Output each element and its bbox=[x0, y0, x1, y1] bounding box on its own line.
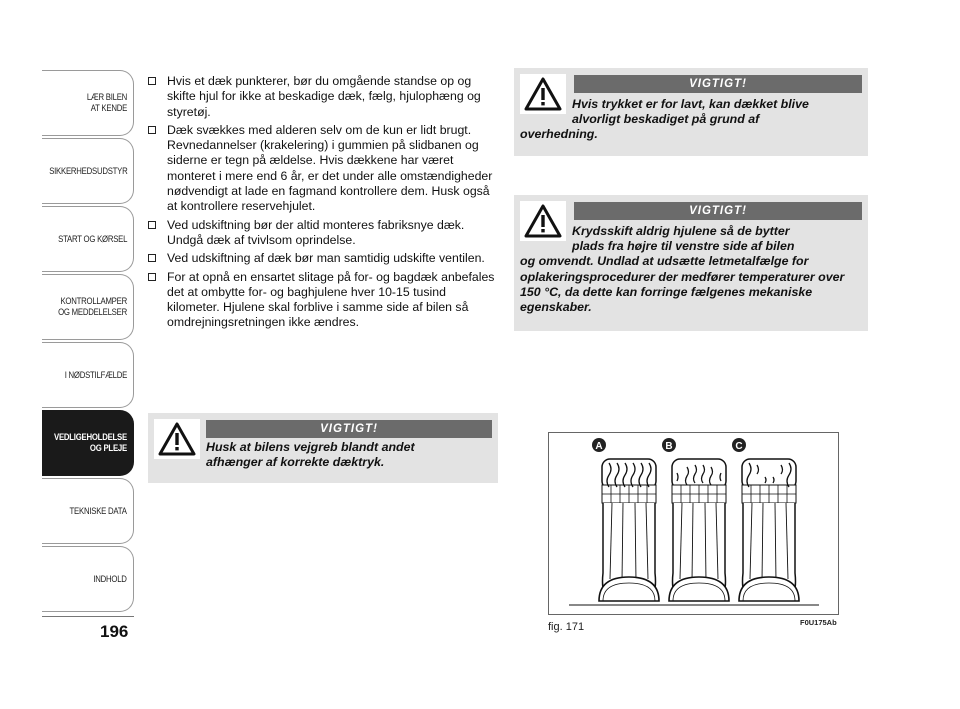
tab-label: SIKKERHEDSUDSTYR bbox=[48, 165, 127, 177]
tab-label: KONTROLLAMPER OG MEDDELELSER bbox=[58, 296, 127, 318]
tab-label: START OG KØRSEL bbox=[57, 233, 127, 245]
tab-label: INDHOLD bbox=[93, 573, 127, 585]
tab-sikkerhedsudstyr[interactable] bbox=[42, 138, 134, 204]
checkbox-bullet-icon bbox=[148, 77, 156, 85]
tab-label: VEDLIGEHOLDELSE OG PLEJE bbox=[54, 432, 127, 454]
tyre-c bbox=[732, 438, 799, 601]
warning-text: Hvis trykket er for lavt, kan dækket blive alvorligt beskadiget på grund af overhedning. bbox=[520, 97, 809, 142]
tyre-illustration bbox=[549, 433, 838, 614]
list-item: For at opnå en ensartet slitage på for- og bagdæk anbefales det at ombytte for- og baghjulene hver 10-15 tusind kilometer. Hjulene skal forblive i samme side af bilen så omdrejningsretningen ikke ændres. bbox=[146, 270, 496, 331]
tab-label: I NØDSTILFÆLDE bbox=[64, 369, 127, 381]
tyre-wear-figure bbox=[548, 432, 839, 615]
tab-start-og-koersel[interactable] bbox=[42, 206, 134, 272]
tab-indhold[interactable] bbox=[42, 546, 134, 612]
page-number: 196 bbox=[100, 622, 129, 641]
label-a: A bbox=[595, 441, 603, 452]
label-b: B bbox=[665, 441, 673, 452]
divider bbox=[42, 616, 134, 617]
warning-box-low-pressure bbox=[514, 68, 868, 156]
list-item: Dæk svækkes med alderen selv om de kun er lidt brugt. Revnedannelser (krakelering) i gummien på slidbanen og siderne er tegn på ældelse. Hvis dækkene har været monteret i mere end 6 år, er det under alle omstændigheder nødvendigt at lade en fagmand kontrollere dem. Husk også at kontrollere reservehjulet. bbox=[146, 123, 496, 215]
warning-heading: VIGTIGT! bbox=[574, 202, 862, 220]
bullet-list bbox=[146, 74, 496, 334]
checkbox-bullet-icon bbox=[148, 273, 156, 281]
tab-tekniske-data[interactable] bbox=[42, 478, 134, 544]
list-item: Hvis et dæk punkterer, bør du omgående standse op og skifte hjul for ikke at beskadige dæk, fælg, hjulophæng og styretøj. bbox=[146, 74, 496, 120]
tab-kontrollamper[interactable] bbox=[42, 274, 134, 340]
list-item: Ved udskiftning bør der altid monteres fabriksnye dæk. Undgå dæk af tvivlsom oprindelse. bbox=[146, 218, 496, 249]
warning-box-tyre-pressure bbox=[148, 413, 498, 483]
warning-box-cross-swap bbox=[514, 195, 868, 331]
label-c: C bbox=[735, 441, 743, 452]
warning-triangle-icon bbox=[154, 419, 200, 459]
tyre-a bbox=[592, 438, 659, 601]
tyre-b bbox=[662, 438, 729, 601]
section-tabs bbox=[42, 70, 134, 614]
tab-i-noedstilfaelde[interactable] bbox=[42, 342, 134, 408]
figure-code: F0U175Ab bbox=[800, 618, 837, 627]
checkbox-bullet-icon bbox=[148, 221, 156, 229]
warning-text: Krydsskift aldrig hjulene så de bytter plads fra højre til venstre side af bilen og omvendt. Undlad at udsætte letmetalfælge for oplakeringsprocedurer der medfører temperaturer over 150 °C, da dette kan forringe fælgenes mekaniske egenskaber. bbox=[520, 224, 845, 315]
checkbox-bullet-icon bbox=[148, 254, 156, 262]
tab-vedligeholdelse[interactable] bbox=[42, 410, 134, 476]
warning-heading: VIGTIGT! bbox=[206, 420, 492, 438]
list-item: Ved udskiftning af dæk bør man samtidig udskifte ventilen. bbox=[146, 251, 496, 266]
warning-heading: VIGTIGT! bbox=[574, 75, 862, 93]
tab-laer-bilen[interactable] bbox=[42, 70, 134, 136]
tab-label: LÆR BILEN AT KENDE bbox=[86, 92, 127, 114]
figure-caption: fig. 171 bbox=[548, 621, 585, 633]
warning-text: Husk at bilens vejgreb blandt andet afhænger af korrekte dæktryk. bbox=[206, 440, 415, 470]
tab-label: TEKNISKE DATA bbox=[69, 505, 127, 517]
checkbox-bullet-icon bbox=[148, 126, 156, 134]
